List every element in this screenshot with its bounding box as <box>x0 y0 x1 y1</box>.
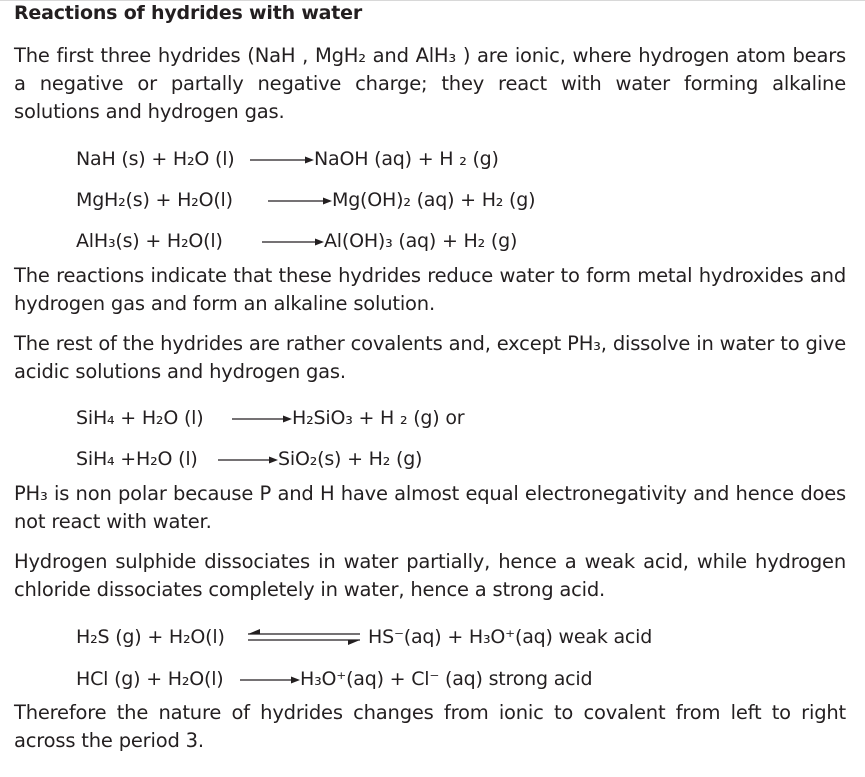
reaction-arrow-icon <box>240 665 300 693</box>
equation-reactants: NaH (s) + H₂O (l) <box>76 148 235 170</box>
reaction-arrow-icon <box>268 186 332 214</box>
paragraph-reaction-summary: The reactions indicate that these hydrides reduce water to form metal hydroxides and hydrogen gas and form an alkaline solution. <box>14 264 846 315</box>
paragraph-ph3: PH₃ is non polar because P and H have almost equal electronegativity and hence does not react with water. <box>14 482 846 533</box>
equation-products: NaOH (aq) + H ₂ (g) <box>314 148 499 170</box>
reaction-arrow-icon <box>218 445 278 473</box>
reaction-arrow-icon <box>262 227 324 255</box>
equation-reactants: MgH₂(s) + H₂O(l) <box>76 189 233 211</box>
equation-reactants: H₂S (g) + H₂O(l) <box>76 626 225 648</box>
equation-products: Al(OH)₃ (aq) + H₂ (g) <box>324 230 518 252</box>
equation-products: SiO₂(s) + H₂ (g) <box>278 448 423 470</box>
section-heading: Reactions of hydrides with water <box>14 2 363 24</box>
paragraph-conclusion: Therefore the nature of hydrides changes from ionic to covalent from left to right across the period 3. <box>14 701 846 752</box>
equation-reactants: SiH₄ + H₂O (l) <box>76 407 204 429</box>
reaction-arrow-icon <box>250 145 314 173</box>
top-rule <box>0 0 865 1</box>
equation-hcl <box>0 665 865 693</box>
equation-mgh2 <box>0 186 865 214</box>
equation-nah <box>0 145 865 173</box>
equation-products: HS⁻(aq) + H₃O⁺(aq) weak acid <box>368 626 653 648</box>
equation-products: H₂SiO₃ + H ₂ (g) or <box>292 407 465 429</box>
equation-reactants: SiH₄ +H₂O (l) <box>76 448 198 470</box>
paragraph-ionic-hydrides: The first three hydrides (NaH , MgH₂ and AlH₃ ) are ionic, where hydrogen atom bears a negative or partally negative charge; they react with water forming alkaline solutions and hydrogen gas. <box>14 44 846 123</box>
equation-alh3 <box>0 227 865 255</box>
equation-reactants: AlH₃(s) + H₂O(l) <box>76 230 223 252</box>
equilibrium-arrow-icon <box>248 623 360 651</box>
equation-h2s <box>0 623 865 651</box>
paragraph-covalent-hydrides: The rest of the hydrides are rather covalents and, except PH₃, dissolve in water to give acidic solutions and hydrogen gas. <box>14 332 846 383</box>
paragraph-acids: Hydrogen sulphide dissociates in water partially, hence a weak acid, while hydrogen chloride dissociates completely in water, hence a strong acid. <box>14 550 846 601</box>
equation-reactants: HCl (g) + H₂O(l) <box>76 668 224 690</box>
reaction-arrow-icon <box>232 404 292 432</box>
equation-products: Mg(OH)₂ (aq) + H₂ (g) <box>332 189 536 211</box>
equation-sih4-b <box>0 445 865 473</box>
equation-sih4-a <box>0 404 865 432</box>
equation-products: H₃O⁺(aq) + Cl⁻ (aq) strong acid <box>300 668 593 690</box>
